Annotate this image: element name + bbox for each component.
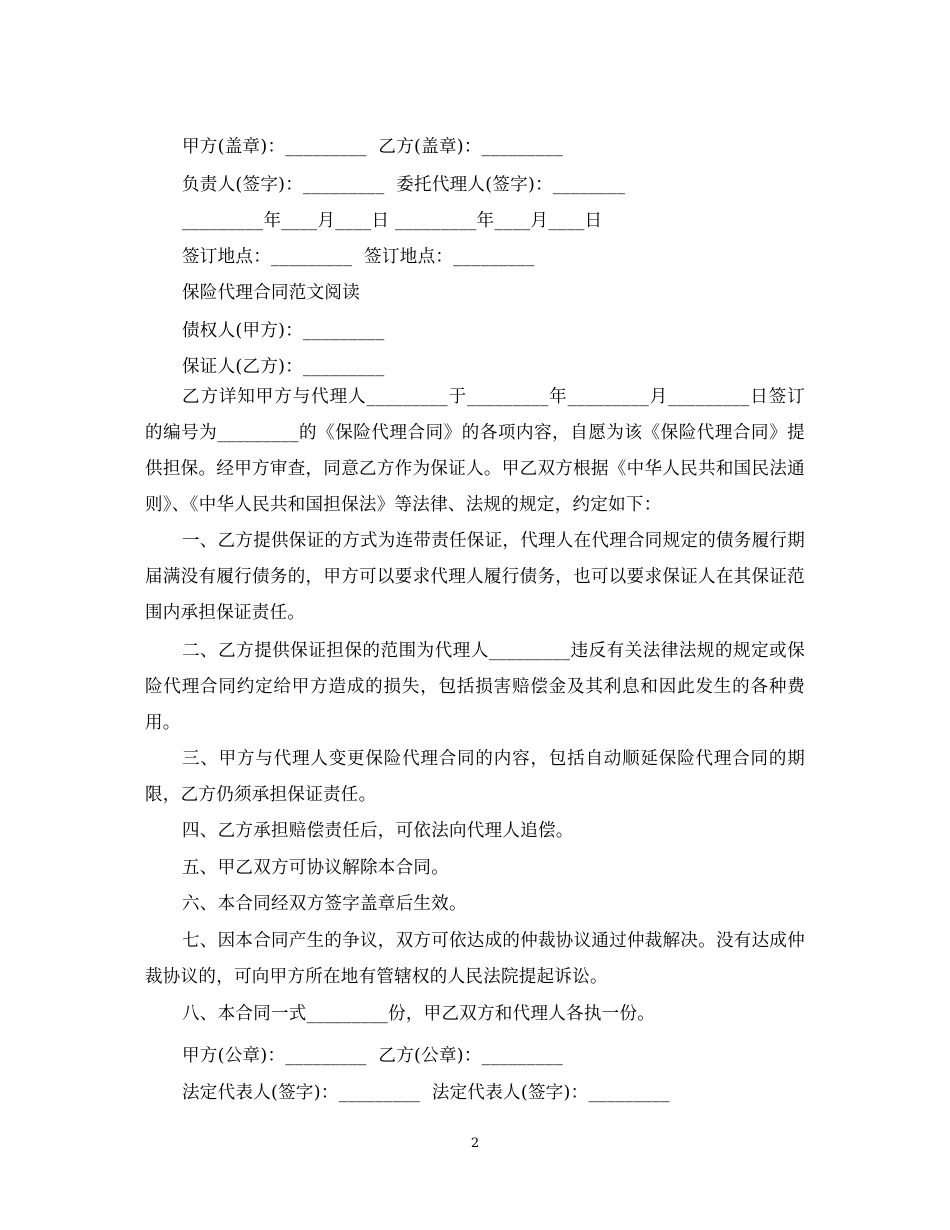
legal-rep-signature-line: 法定代表人(签字)：_________ 法定代表人(签字)：_________ [182,1083,670,1103]
clause-3: 三、甲方与代理人变更保险代理合同的内容，包括自动顺延保险代理合同的期限，乙方仍须承担保证责任。 [145,749,805,805]
clause-2: 二、乙方提供保证担保的范围为代理人_________违反有关法律法规的规定或保险代理合同约定给甲方造成的损失，包括损害赔偿金及其利息和因此发生的各种费用。 [145,641,805,733]
page-number: 2 [470,1136,480,1151]
seal-line-1: 甲方(盖章)：_________ 乙方(盖章)：_________ [182,137,564,157]
creditor-line: 债权人(甲方)：_________ [182,321,385,341]
clause-6: 六、本合同经双方签字盖章后生效。 [182,894,467,914]
principal-signature-line: 负责人(签字)：_________ 委托代理人(签字)：________ [182,175,626,195]
section-title: 保险代理合同范文阅读 [182,283,360,303]
clause-1: 一、乙方提供保证的方式为连带责任保证，代理人在代理合同规定的债务履行期届满没有履行债务的，甲方可以要求代理人履行债务，也可以要求保证人在其保证范围内承担保证责任。 [145,531,805,623]
sign-place-line: 签订地点：_________ 签订地点：_________ [182,247,535,267]
guarantor-line: 保证人(乙方)：_________ [182,357,385,377]
preamble-paragraph: 乙方详知甲方与代理人_________于_________年_________月_________日签订的编号为_________的《保险代理合同》的各项内容，自愿为该《保险代理合同》提供担保。经甲方审查，同意乙方作为保证人。甲乙双方根据《中华人民共和国民法通则》、《中华人民共和国担保法》等法律、法规的规定，约定如下： [145,387,805,515]
date-line: _________年____月____日 _________年____月____日 [182,211,603,231]
seal-line-2: 甲方(公章)：_________ 乙方(公章)：_________ [182,1046,564,1066]
clause-8: 八、本合同一式_________份，甲乙双方和代理人各执一份。 [182,1004,656,1024]
clause-4: 四、乙方承担赔偿责任后，可依法向代理人追偿。 [182,821,574,841]
clause-7: 七、因本合同产生的争议，双方可依达成的仲裁协议通过仲裁解决。没有达成仲裁协议的，可向甲方所在地有管辖权的人民法院提起诉讼。 [145,931,805,987]
clause-5: 五、甲乙双方可协议解除本合同。 [182,858,449,878]
